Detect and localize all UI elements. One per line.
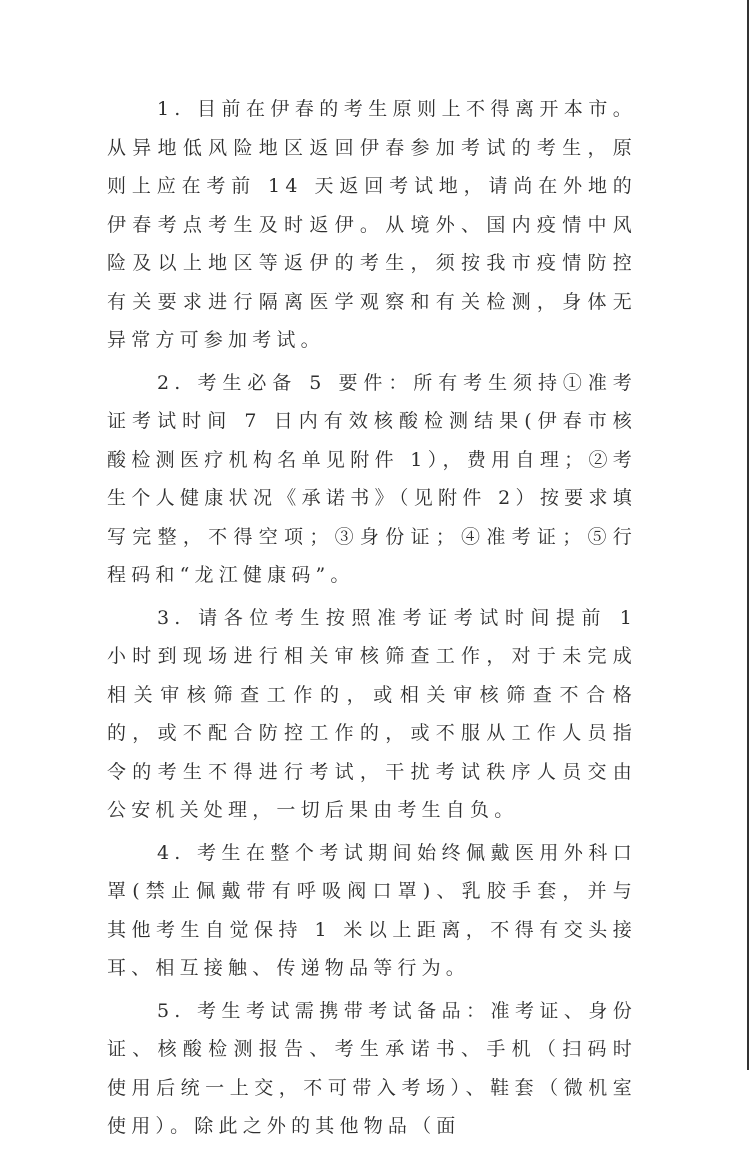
paragraph-5: 5. 考生考试需携带考试备品：准考证、身份证、核酸检测报告、考生承诺书、手机（扫码时使用后统一上交，不可带入考场）、鞋套（微机室使用）。除此之外的其他物品（面 bbox=[107, 999, 637, 1137]
page-edge-divider bbox=[747, 0, 749, 1070]
paragraph-1: 1. 目前在伊春的考生原则上不得离开本市。从异地低风险地区返回伊春参加考试的考生，原则上应在考前 14 天返回考试地，请尚在外地的伊春考点考生及时返伊。从境外、国内疫情中风险及以上地区等返伊的考生，须按我市疫情防控有关要求进行隔离医学观察和有关检测，身体无异常方可参加考试。 bbox=[107, 98, 637, 351]
document-body bbox=[107, 90, 637, 1150]
paragraph-4: 4. 考生在整个考试期间始终佩戴医用外科口罩(禁止佩戴带有呼吸阀口罩)、乳胶手套，并与其他考生自觉保持 1 米以上距离，不得有交头接耳、相互接触、传递物品等行为。 bbox=[107, 841, 637, 979]
paragraph-2: 2. 考生必备 5 要件：所有考生须持①准考证考试时间 7 日内有效核酸检测结果(伊春市核酸检测医疗机构名单见附件 1），费用自理；②考生个人健康状况《承诺书》（见附件 2）按要求填写完整，不得空项；③身份证；④准考证；⑤行程码和“龙江健康码”。 bbox=[107, 371, 637, 586]
paragraph-3: 3. 请各位考生按照准考证考试时间提前 1 小时到现场进行相关审核筛查工作，对于未完成相关审核筛查工作的，或相关审核筛查不合格的，或不配合防控工作的，或不服从工作人员指令的考生不得进行考试，干扰考试秩序人员交由公安机关处理，一切后果由考生自负。 bbox=[107, 606, 637, 821]
